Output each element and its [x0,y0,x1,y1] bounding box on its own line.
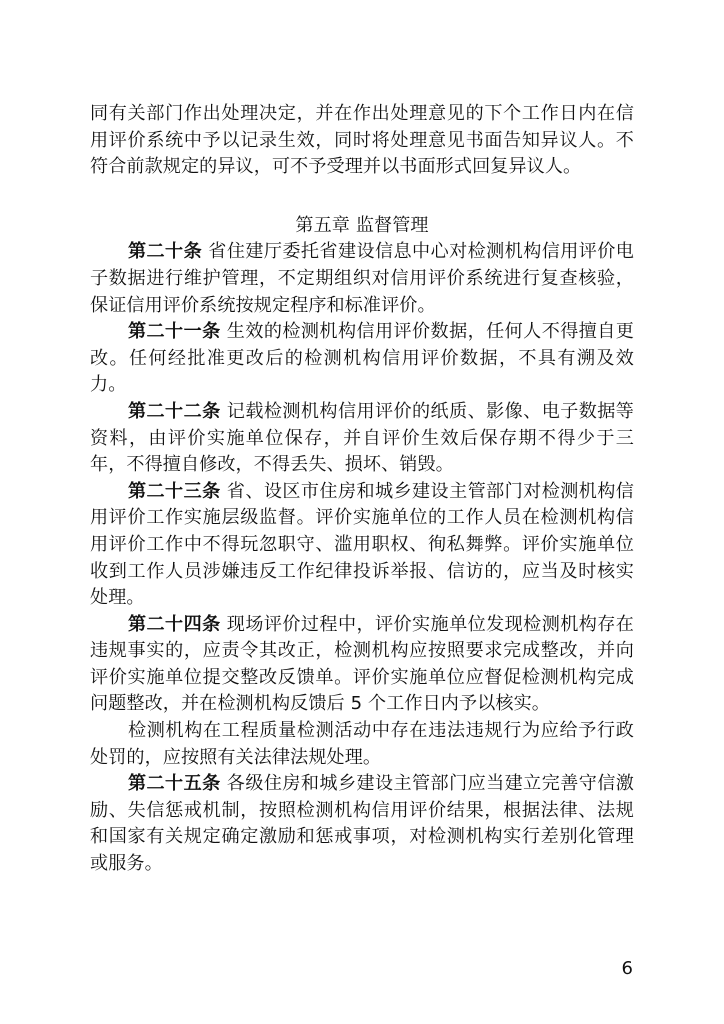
article-25 [90,771,634,877]
article-number: 第二十一条 [128,321,221,343]
article-number: 第二十条 [128,241,203,263]
plain-paragraph: 检测机构在工程质量检测活动中存在违法违规行为应给予行政处罚的，应按照有关法律法规处理。 [90,720,634,768]
article-text: 现场评价过程中，评价实施单位发现检测机构存在违规事实的，应责令其改正，检测机构应按照要求完成整改，并向评价实施单位提交整改反馈单。评价实施单位应督促检测机构完成问题整改，并在检测机构反馈后 5 个工作日内予以核实。 [90,613,634,715]
article-22 [90,399,634,479]
article-21 [90,319,634,399]
article-text: 记载检测机构信用评价的纸质、影像、电子数据等资料，由评价实施单位保存，并自评价生效后保存期不得少于三年，不得擅自修改，不得丢失、损坏、销毁。 [90,400,634,476]
article-text: 省住建厅委托省建设信息中心对检测机构信用评价电子数据进行维护管理，不定期组织对信用评价系统进行复查核验，保证信用评价系统按规定程序和标准评价。 [90,241,635,316]
article-24 [90,612,634,718]
article-23 [90,479,634,612]
chapter-title: 第五章 监督管理 [295,214,429,236]
document-body [90,101,634,878]
article-number: 第二十五条 [128,773,221,795]
article-text: 省、设区市住房和城乡建设主管部门对检测机构信用评价工作实施层级监督。评价实施单位的工作人员在检测机构信用评价工作中不得玩忽职守、滥用职权、徇私舞弊。评价实施单位收到工作人员涉嫌违反工作纪律投诉举报、信访的，应当及时核实处理。 [90,480,634,609]
opening-paragraph: 同有关部门作出处理决定，并在作出处理意见的下个工作日内在信用评价系统中予以记录生效，同时将处理意见书面告知异议人。不符合前款规定的异议，可不予受理并以书面形式回复异议人。 [90,103,634,178]
article-20 [90,239,634,319]
article-number: 第二十二条 [128,400,221,422]
article-text: 生效的检测机构信用评价数据，任何人不得擅自更改。任何经批准更改后的检测机构信用评价数据，不具有溯及效力。 [90,321,634,396]
article-text: 各级住房和城乡建设主管部门应当建立完善守信激励、失信惩戒机制，按照检测机构信用评价结果，根据法律、法规和国家有关规定确定激励和惩戒事项，对检测机构实行差别化管理或服务。 [90,773,634,875]
section-spacer [90,181,634,213]
article-number: 第二十三条 [128,480,221,502]
page-number: 6 [621,958,633,979]
article-number: 第二十四条 [128,613,221,635]
